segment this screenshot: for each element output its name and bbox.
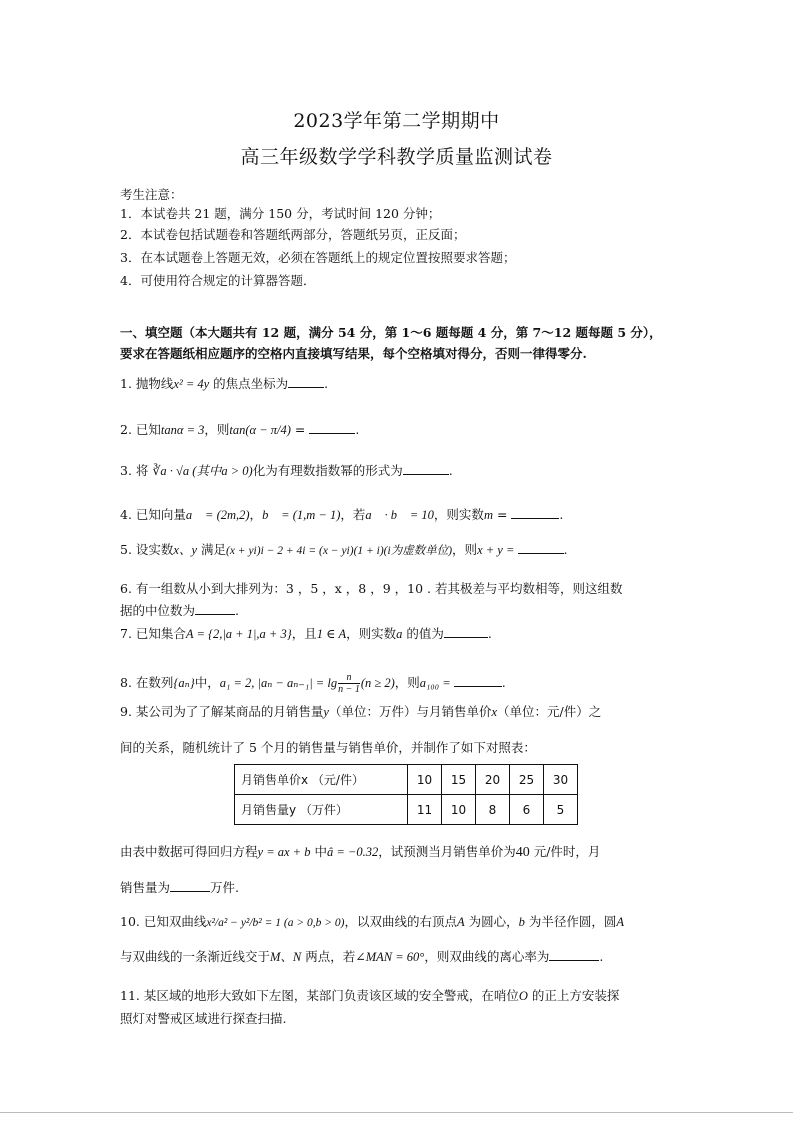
q10-text-2-mid: 两点，若 (301, 949, 356, 964)
q8-math: a₁ = 2, |aₙ − aₙ₋₁| = lg (219, 676, 338, 690)
table-row-label: 月销售单价x （元/件） (235, 765, 408, 795)
q4-math2: b⃗ = (1,m − 1) (262, 508, 341, 522)
q6-text: 据的中位数为 (120, 603, 196, 618)
q6-answer-blank[interactable] (195, 602, 235, 615)
q10-var-a2: A (616, 915, 624, 929)
q3-text: 3. 将 (120, 463, 153, 478)
question-1 (120, 374, 328, 392)
q4-text: 4. 已知向量 (120, 507, 186, 522)
q2-answer-blank[interactable] (309, 421, 355, 434)
table-cell: 5 (544, 795, 578, 825)
q3-end: . (448, 463, 453, 478)
q9-answer-blank[interactable] (170, 879, 210, 892)
question-5 (120, 540, 568, 558)
table-row (235, 765, 578, 795)
notice-item-2: 2．本试卷包括试题卷和答题纸两部分，答题纸另页，正反面； (120, 227, 466, 242)
q3-answer-blank[interactable] (403, 462, 449, 475)
q4-text-mid: ，若 (340, 507, 366, 522)
question-7 (120, 624, 492, 642)
q9-text-3: 由表中数据可得回归方程 (120, 844, 258, 859)
q1-end: . (324, 376, 329, 391)
q8-ask: a₁₀₀ = (419, 676, 454, 690)
question-6-line1: 6. 有一组数从小到大排列为：3 ，5 ，x ，8 ，9 ，10 . 若其极差与平均数相等，则这组数 (120, 581, 623, 596)
q9-regression-eq: y = ax + b (257, 845, 311, 859)
question-6-line2 (120, 601, 239, 619)
q2-math2: tan(α − π/4) (229, 423, 291, 437)
q8-answer-blank[interactable] (454, 674, 502, 687)
notice-item-1: 1．本试卷共 21 题，满分 150 分，考试时间 120 分钟； (120, 206, 441, 221)
table-cell: 8 (476, 795, 510, 825)
q5-math: (x + yi)i − 2 + 4i = (x − yi)(1 + i)(i为虚数单位) (226, 545, 453, 557)
notice-heading: 考生注意： (120, 187, 183, 202)
q8-frac-num: n (338, 672, 360, 684)
q10-angle: ∠MAN = 60° (355, 950, 425, 964)
q11-text: 11. 某区域的地形大致如下左图，某部门负责该区域的安全警戒，在哨位 (120, 988, 519, 1003)
question-9-line1 (120, 702, 601, 720)
q10-text-2: 与双曲线的一条渐近线交于 (120, 949, 271, 964)
q5-answer-blank[interactable] (518, 541, 564, 554)
q10-var-b: b (518, 915, 525, 929)
q4-text-post: ，则实数 (433, 507, 484, 522)
q5-text-mid: 满足 (197, 542, 226, 557)
q9-text-mid: （单位：万件）与月销售单价 (328, 704, 492, 719)
q8-seq: {aₙ} (173, 676, 195, 690)
q11-var-o: O (518, 989, 528, 1003)
q9-text: 9. 某公司为了了解某商品的月销售量 (120, 704, 324, 719)
q5-vars: x、y (173, 543, 198, 557)
q4-eq: = (492, 507, 512, 522)
question-9-line3 (120, 842, 600, 861)
table-cell: 15 (442, 765, 476, 795)
q7-var: a (396, 627, 403, 641)
q10-end: . (599, 949, 604, 964)
q9-text-4: 销售量为 (120, 880, 171, 895)
q4-var: m (483, 508, 493, 522)
question-2 (120, 420, 359, 438)
table-cell: 11 (408, 795, 442, 825)
notice-item-4: 4．可使用符合规定的计算器答题． (120, 273, 316, 288)
q2-math1: tanα = 3 (160, 423, 205, 437)
q10-math: x²/a² − y²/b² = 1 (a > 0,b > 0) (206, 917, 345, 929)
q9-var-y: y (323, 705, 329, 719)
q10-answer-blank[interactable] (549, 948, 599, 961)
table-cell: 20 (476, 765, 510, 795)
table-cell: 30 (544, 765, 578, 795)
table-cell: 10 (442, 795, 476, 825)
q7-text-mid: ，且 (291, 626, 317, 641)
q4-answer-blank[interactable] (511, 506, 559, 519)
q10-text-2-post: ，则双曲线的离心率为 (424, 949, 550, 964)
question-11-line2: 照灯对警戒区域进行探查扫描. (120, 1011, 287, 1026)
q4-math1: a⃗ = (2m,2) (185, 508, 250, 522)
q10-var-a: A (456, 915, 465, 929)
q8-cond: (n ≥ 2) (360, 676, 395, 690)
table-row-label: 月销售量y （万件） (235, 795, 408, 825)
sales-table (234, 764, 578, 825)
q8-text-post: ，则 (394, 675, 420, 690)
q10-text-mid: ，以双曲线的右顶点 (344, 914, 457, 929)
question-11-line1 (120, 986, 619, 1004)
q10-text-mid3: 为半径作圆，圆 (524, 914, 617, 929)
q1-math: x² = 4y (173, 377, 210, 391)
q9-text-3-mid: 中 (310, 844, 327, 859)
table-row (235, 795, 578, 825)
q5-text-post: ，则 (452, 542, 478, 557)
q2-eq: = (290, 422, 310, 437)
q8-text: 8. 在数列 (120, 675, 174, 690)
q3-text-post: 化为有理数指数幂的形式为 (252, 463, 403, 478)
q11-text-post: 的正上方安装探 (527, 988, 620, 1003)
q8-end: . (501, 675, 506, 690)
q7-text: 7. 已知集合 (120, 626, 186, 641)
q5-text: 5. 设实数 (120, 542, 174, 557)
page-bottom-rule (0, 1112, 793, 1113)
q7-math: A = {2,|a + 1|,a + 3} (185, 627, 292, 641)
q9-text-3-tail: 元/件时，月 (529, 844, 601, 859)
q9-text-post: （单位：元/件）之 (497, 704, 602, 719)
q1-answer-blank[interactable] (288, 375, 324, 388)
exam-title-line1: 2023学年第二学期期中 (293, 110, 500, 132)
q10-text: 10. 已知双曲线 (120, 914, 207, 929)
q2-end: . (355, 422, 360, 437)
table-cell: 10 (408, 765, 442, 795)
q7-end: . (487, 626, 492, 641)
table-cell: 25 (510, 765, 544, 795)
question-8 (120, 672, 506, 695)
q4-math3: a⃗ · b⃗ = 10 (365, 508, 434, 522)
q4-end: . (559, 507, 564, 522)
question-9-line2: 间的关系，随机统计了 5 个月的销售量与销售单价，并制作了如下对照表： (120, 740, 536, 755)
q5-ask: x + y = (477, 543, 518, 557)
q10-text-mid2: 为圆心， (464, 914, 519, 929)
q7-math2: 1 ∈ A (316, 627, 347, 641)
exam-title-line2: 高三年级数学学科教学质量监测试卷 (240, 146, 553, 168)
question-3 (120, 461, 453, 479)
q7-text-tail: 的值为 (402, 626, 444, 641)
question-9-line4 (120, 878, 239, 896)
q7-answer-blank[interactable] (444, 625, 488, 638)
q1-text: 1. 抛物线 (120, 376, 174, 391)
q6-end: . (235, 603, 239, 618)
section-heading-line2: 要求在答题纸相应题序的空格内直接填写结果，每个空格填对得分，否则一律得零分. (120, 346, 587, 361)
q8-fraction (338, 672, 360, 695)
q4-sep: ， (249, 507, 263, 522)
section-heading-line1: 一、填空题（本大题共有 12 题，满分 54 分，第 1～6 题每题 4 分，第 7～12 题每题 5 分）， (120, 325, 662, 340)
q3-math: ∛a · √a (其中a > 0) (152, 464, 253, 478)
question-10-line1 (120, 912, 624, 930)
q9-price-value: 40 (515, 845, 530, 860)
q5-end: . (563, 542, 568, 557)
q9-var-x: x (491, 705, 498, 719)
question-10-line2 (120, 947, 603, 965)
q8-text-mid: 中， (194, 675, 220, 690)
question-4 (120, 505, 563, 523)
q1-text-post: 的焦点坐标为 (209, 376, 289, 391)
q10-points: M、N (270, 950, 302, 964)
q2-text-mid: ，则 (204, 422, 230, 437)
table-cell: 6 (510, 795, 544, 825)
q7-text-post: ，则实数 (346, 626, 397, 641)
q9-coefficient: â = −0.32 (326, 845, 379, 859)
q8-frac-den: n − 1 (338, 684, 360, 695)
notice-item-3: 3．在本试题卷上答题无效，必须在答题纸上的规定位置按照要求答题； (120, 250, 516, 265)
q9-text-3-post: ，试预测当月销售单价为 (378, 844, 516, 859)
q9-end: 万件. (210, 880, 239, 895)
q2-text: 2. 已知 (120, 422, 161, 437)
